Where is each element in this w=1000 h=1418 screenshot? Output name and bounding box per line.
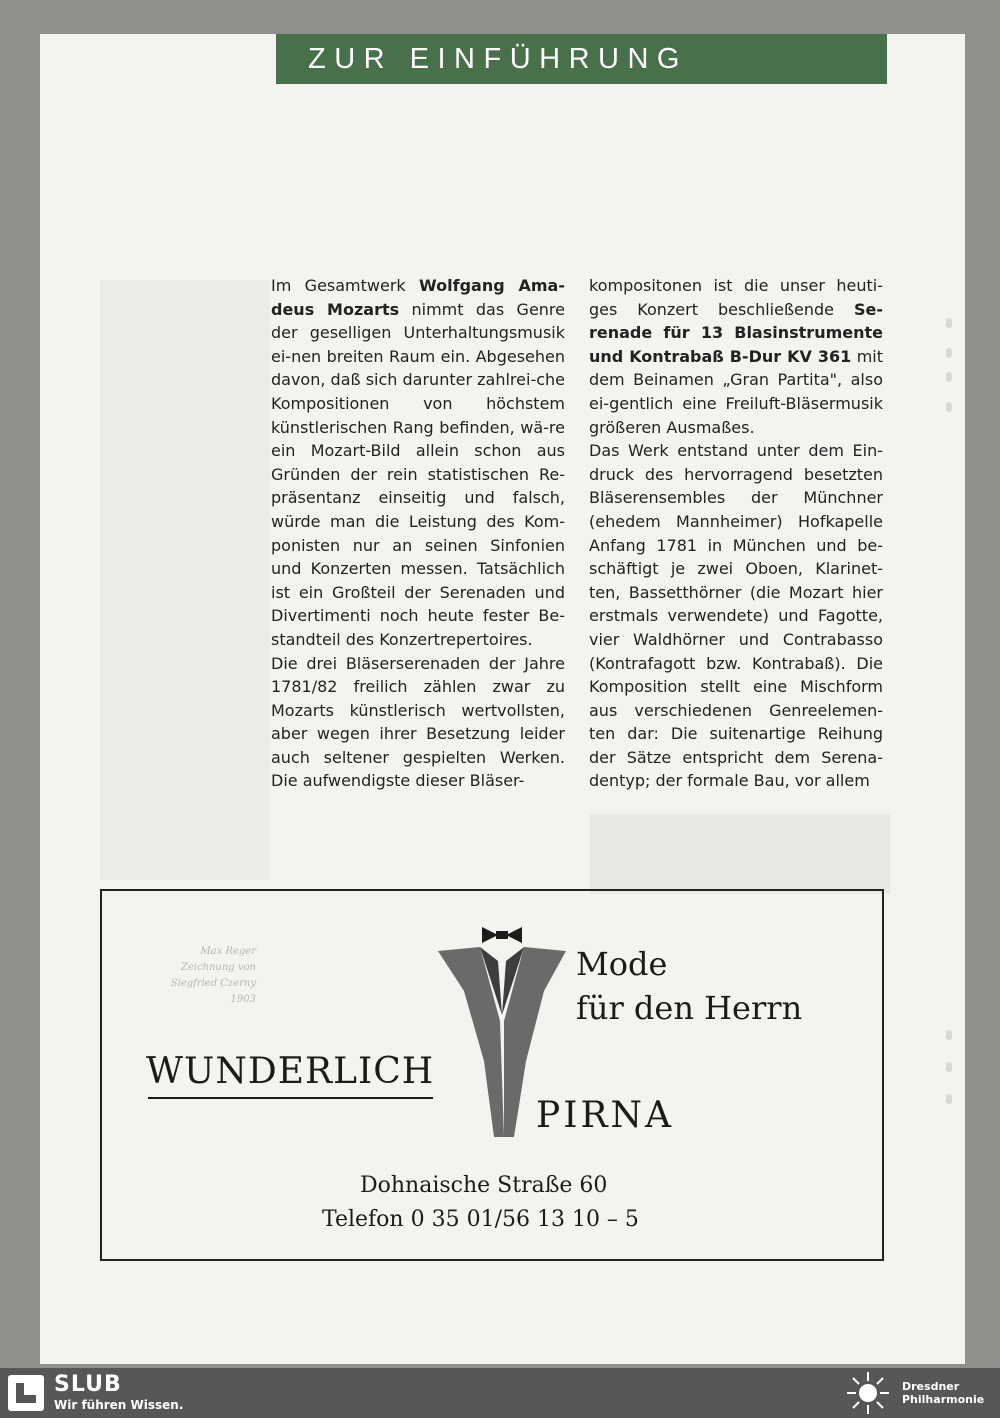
background-bleed-through	[100, 280, 270, 880]
text-run: nimmt das Genre der geselligen Unterhaltungsmusik ei-nen breiten Raum ein. Abgesehen davon, daß sich darunter zahlrei-che Kompositionen von höchstem künstlerischen Rang befinden, wä-re ein Mozart-Bild allein schon aus Gründen der rein statistischen Re-präsentanz einseitig und falsch, würde man die Leistung des Kom-ponisten nur an seinen Sinfonien und Konzerten messen. Tatsächlich ist ein Großteil der Serenaden und Divertimenti noch heute fester Be-standteil des Konzertrepertoires.	[271, 299, 566, 649]
library-name[interactable]: SLUB	[54, 1372, 122, 1397]
binding-hole	[946, 1030, 952, 1040]
sunburst-logo-icon[interactable]	[842, 1370, 894, 1416]
background-bleed-through	[590, 814, 890, 894]
binding-hole	[946, 372, 952, 382]
ad-underline-rule	[148, 1097, 433, 1099]
binding-hole	[946, 402, 952, 412]
library-slogan: Wir führen Wissen.	[54, 1398, 184, 1412]
caption-line: Zeichnung von	[180, 962, 256, 973]
section-title: ZUR EINFÜHRUNG	[308, 43, 688, 75]
ad-city: PIRNA	[536, 1095, 675, 1136]
partner-name-line-2: Philharmonie	[902, 1393, 985, 1406]
article-column-left	[271, 274, 565, 793]
document-page	[40, 34, 965, 1364]
binding-hole	[946, 1062, 952, 1072]
ad-slogan-line-2: für den Herrn	[576, 989, 803, 1027]
viewer-footer	[0, 1368, 1000, 1418]
advertisement	[100, 889, 884, 1261]
ad-phone: Telefon 0 35 01/56 13 10 – 5	[322, 1207, 639, 1232]
text-run: mit dem Beinamen „Gran Partita", also ei-gentlich eine Freiluft-Bläsermusik größeren Ausmaßes.	[589, 346, 884, 437]
slub-logo-icon[interactable]	[8, 1375, 44, 1411]
composer-name: Wolfgang Ama-deus Mozarts	[271, 276, 565, 319]
paragraph	[271, 274, 565, 652]
ad-slogan-line-1: Mode	[576, 945, 668, 983]
binding-hole	[946, 1094, 952, 1104]
work-title: Se-renade für 13 Blasinstrumente und Kontrabaß B-Dur KV 361	[589, 299, 883, 366]
paragraph	[271, 652, 565, 794]
partner-name	[902, 1380, 984, 1406]
binding-hole	[946, 318, 952, 328]
caption-line: 1903	[230, 994, 256, 1005]
text-run: kompositonen ist die unser heuti-ges Konzert beschließende	[589, 276, 883, 319]
paragraph	[589, 274, 883, 439]
binding-hole	[946, 348, 952, 358]
partner-name-line-1: Dresdner	[902, 1380, 960, 1393]
text-run: Im Gesamtwerk	[271, 276, 420, 295]
article-column-right	[589, 274, 883, 793]
caption-line: Max Reger	[200, 946, 256, 957]
section-header	[276, 34, 887, 84]
ad-address: Dohnaische Straße 60	[360, 1173, 608, 1198]
paragraph: Das Werk entstand unter dem Ein-druck des hervorragend besetzten Bläserensembles der Münchner (ehedem Mannheimer) Hofkapelle Anfang 1781 in München und be-schäftigt je zwei Oboen, Klarinet-ten, Bassetthörner (die Mozart hier erstmals verwendete) und Fagotte, vier Waldhörner und Contrabasso (Kontrafagott bzw. Kontrabaß). Die Komposition stellt eine Mischform aus verschiedenen Genreelemen-ten dar: Die suitenartige Reihung der Sätze entspricht dem Serena-dentyp; der formale Bau, vor allem	[589, 441, 883, 791]
ad-company-name: WUNDERLICH	[146, 1051, 435, 1092]
caption-line: Siegfried Czerny	[170, 978, 256, 989]
text-run: Die drei Bläserserenaden der Jahre 1781/82 freilich zählen zwar zu Mozarts künstlerisch wertvollsten, aber wegen ihrer Besetzung leider auch seltener gespielten Werken. Die aufwendigste dieser Bläser-	[271, 653, 565, 791]
